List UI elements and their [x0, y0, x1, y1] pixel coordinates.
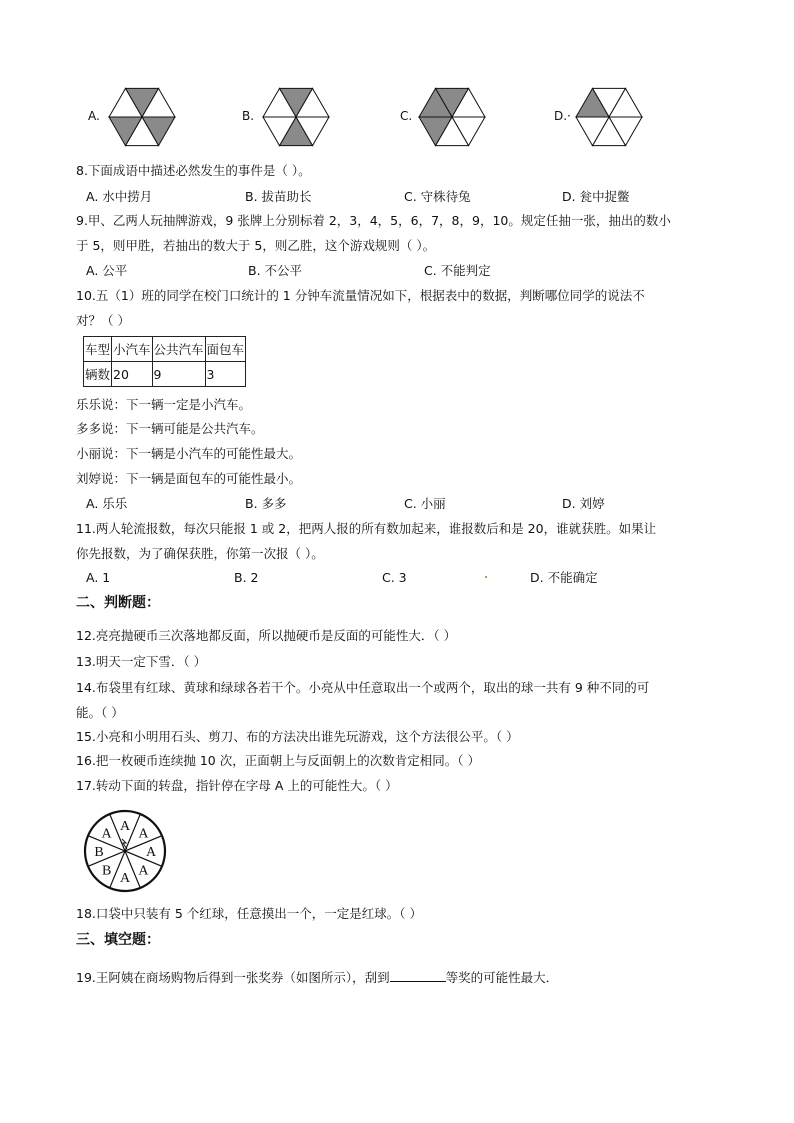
q11-option-b[interactable]: B. 2	[234, 570, 259, 585]
option-label: B.	[242, 109, 255, 123]
judge-item: 14.布袋里有红球、黄球和绿球各若干个。小亮从中任意取出一个或两个，取出的球一共有 9 种不同的可	[76, 680, 650, 695]
q9-option-b[interactable]: B. 不公平	[248, 263, 303, 278]
q19-after: 等奖的可能性最大．	[445, 970, 559, 985]
spinner-letter: A	[119, 819, 131, 834]
q19-answer-blank[interactable]	[390, 969, 446, 982]
section-heading-judge: 二、判断题：	[76, 595, 160, 611]
q11-option-d[interactable]: D. 不能确定	[530, 570, 598, 585]
judge-item-18: 18.口袋中只装有 5 个红球，任意摸出一个，一定是红球。（ ）	[76, 906, 423, 921]
q7-options	[0, 86, 794, 156]
q10-option-c[interactable]: C. 小丽	[404, 496, 446, 511]
q9-option-a[interactable]: A. 公平	[86, 263, 128, 278]
table-cell: 小汽车	[112, 337, 153, 362]
q10-statement: 乐乐说：下一辆一定是小汽车。	[76, 397, 252, 412]
q10-statement: 多多说：下一辆可能是公共汽车。	[76, 421, 264, 436]
q10-option-d[interactable]: D. 刘婷	[562, 496, 605, 511]
option-label: A.	[88, 109, 100, 123]
table-cell: 车型	[84, 337, 112, 362]
judge-item: 能。（ ）	[76, 705, 124, 720]
table-cell: 9	[152, 362, 205, 387]
q11-stem-line1: 11.两人轮流报数，每次只能报 1 或 2，把两人报的所有数加起来，谁报数后和是 20，谁就获胜。如果让	[76, 521, 657, 536]
q11-option-a[interactable]: A. 1	[86, 570, 111, 585]
q10-option-b[interactable]: B. 多多	[245, 496, 287, 511]
spinner-letter: A	[119, 871, 131, 886]
judge-item: 15.小亮和小明用石头、剪刀、布的方法决出谁先玩游戏，这个方法很公平。（ ）	[76, 729, 519, 744]
q8-option-c[interactable]: C. 守株待兔	[404, 189, 471, 204]
judge-item: 12.亮亮抛硬币三次落地都反面，所以抛硬币是反面的可能性大．（ ）	[76, 628, 457, 643]
judge-item: 16.把一枚硬币连续抛 10 次，正面朝上与反面朝上的次数肯定相同。（ ）	[76, 753, 480, 768]
q11-option-c[interactable]: C. 3	[382, 570, 407, 585]
table-cell: 辆数	[84, 362, 112, 387]
hexagon-figure	[575, 86, 643, 148]
table-header-row	[84, 337, 246, 362]
judge-item: 17.转动下面的转盘，指针停在字母 A 上的可能性大。（ ）	[76, 778, 398, 793]
q10-option-a[interactable]: A. 乐乐	[86, 496, 128, 511]
q19	[76, 969, 558, 986]
spinner-letter: A	[145, 845, 157, 860]
hexagon-figure	[262, 86, 330, 148]
stray-dot	[485, 576, 487, 578]
table-cell: 面包车	[205, 337, 246, 362]
q9-stem-line2: 于 5，则甲胜，若抽出的数大于 5，则乙胜，这个游戏规则（ ）。	[76, 238, 436, 253]
spinner-letter: B	[94, 845, 104, 860]
car-count-table	[83, 336, 246, 387]
q10-statement: 小丽说：下一辆是小汽车的可能性最大。	[76, 446, 302, 461]
judge-item: 13.明天一定下雪．（ ）	[76, 654, 207, 669]
q19-before: 19.王阿姨在商场购物后得到一张奖券（如图所示），刮到	[76, 970, 390, 985]
spinner-letter: A	[138, 863, 149, 879]
q8-option-a[interactable]: A. 水中捞月	[86, 189, 153, 204]
spinner-figure	[82, 808, 168, 894]
q8-option-d[interactable]: D. 瓮中捉鳖	[562, 189, 630, 204]
hexagon-figure	[418, 86, 486, 148]
spinner-letter: B	[101, 863, 112, 879]
q10-stem-line2: 对？（ ）	[76, 313, 130, 328]
q9-option-c[interactable]: C. 不能判定	[424, 263, 491, 278]
spinner-letter: A	[101, 826, 112, 842]
section-heading-fill: 三、填空题：	[76, 932, 160, 948]
q10-statement: 刘婷说：下一辆是面包车的可能性最小。	[76, 471, 302, 486]
q8-option-b[interactable]: B. 拔苗助长	[245, 189, 312, 204]
table-row	[84, 362, 246, 387]
table-cell: 20	[112, 362, 153, 387]
q9-stem-line1: 9.甲、乙两人玩抽牌游戏，9 张牌上分别标着 2，3，4，5，6，7，8，9，10。规定任抽一张，抽出的数小	[76, 213, 671, 228]
table-cell: 3	[205, 362, 246, 387]
q10-stem-line1: 10.五（1）班的同学在校门口统计的 1 分钟车流量情况如下，根据表中的数据，判断哪位同学的说法不	[76, 288, 645, 303]
q8-stem: 8.下面成语中描述必然发生的事件是（ ）。	[76, 163, 311, 178]
spinner-letter: A	[138, 826, 149, 842]
option-label: C.	[400, 109, 413, 123]
pointer-icon	[122, 839, 127, 849]
table-cell: 公共汽车	[152, 337, 205, 362]
option-label: D.·	[554, 109, 571, 123]
hexagon-figure	[108, 86, 176, 148]
q11-stem-line2: 你先报数，为了确保获胜，你第一次报（ ）。	[76, 546, 324, 561]
